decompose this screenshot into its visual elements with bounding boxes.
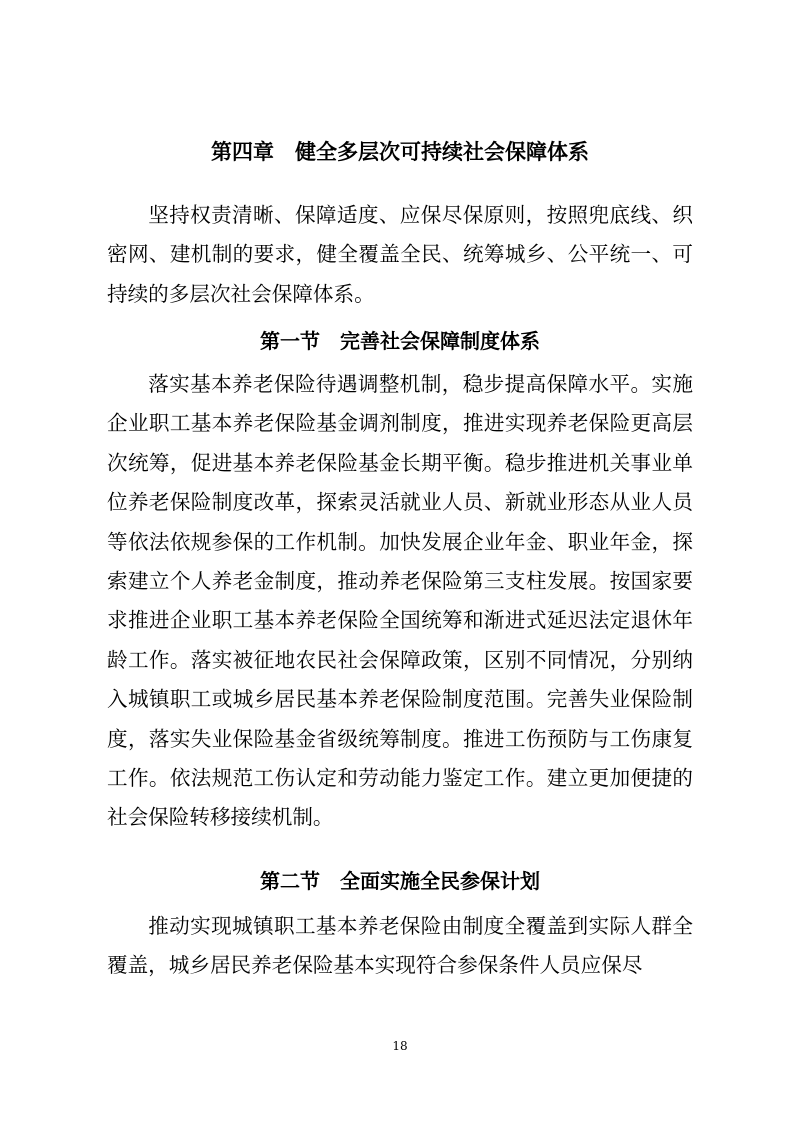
document-page — [107, 0, 693, 1122]
chapter-intro-paragraph: 坚持权责清晰、保障适度、应保尽保原则，按照兜底线、织密网、建机制的要求，健全覆盖全民、统筹城乡、公平统一、可持续的多层次社会保障体系。 — [107, 203, 693, 306]
section-title-2: 第二节 全面实施全民参保计划 — [260, 869, 540, 893]
section-1-paragraph: 落实基本养老保险待遇调整机制，稳步提高保障水平。实施企业职工基本养老保险基金调剂制度，推进实现养老保险更高层次统筹，促进基本养老保险基金长期平衡。稳步推进机关事业单位养老保险制度改革，探索灵活就业人员、新就业形态从业人员等依法依规参保的工作机制。加快发展企业年金、职业年金，探索建立个人养老金制度，推动养老保险第三支柱发展。按国家要求推进企业职工基本养老保险全国统筹和渐进式延迟法定退休年龄工作。落实被征地农民社会保障政策，区别不同情况，分别纳入城镇职工或城乡居民基本养老保险制度范围。完善失业保险制度，落实失业保险基金省级统筹制度。推进工伤预防与工伤康复工作。依法规范工伤认定和劳动能力鉴定工作。建立更加便捷的社会保险转移接续机制。 — [107, 372, 693, 830]
page-number: 18 — [392, 1039, 408, 1053]
section-2-paragraph: 推动实现城镇职工基本养老保险由制度全覆盖到实际人群全覆盖，城乡居民养老保险基本实现符合参保条件人员应保尽 — [107, 914, 693, 978]
chapter-title: 第四章 健全多层次可持续社会保障体系 — [211, 139, 589, 164]
section-title-1: 第一节 完善社会保障制度体系 — [260, 329, 540, 353]
